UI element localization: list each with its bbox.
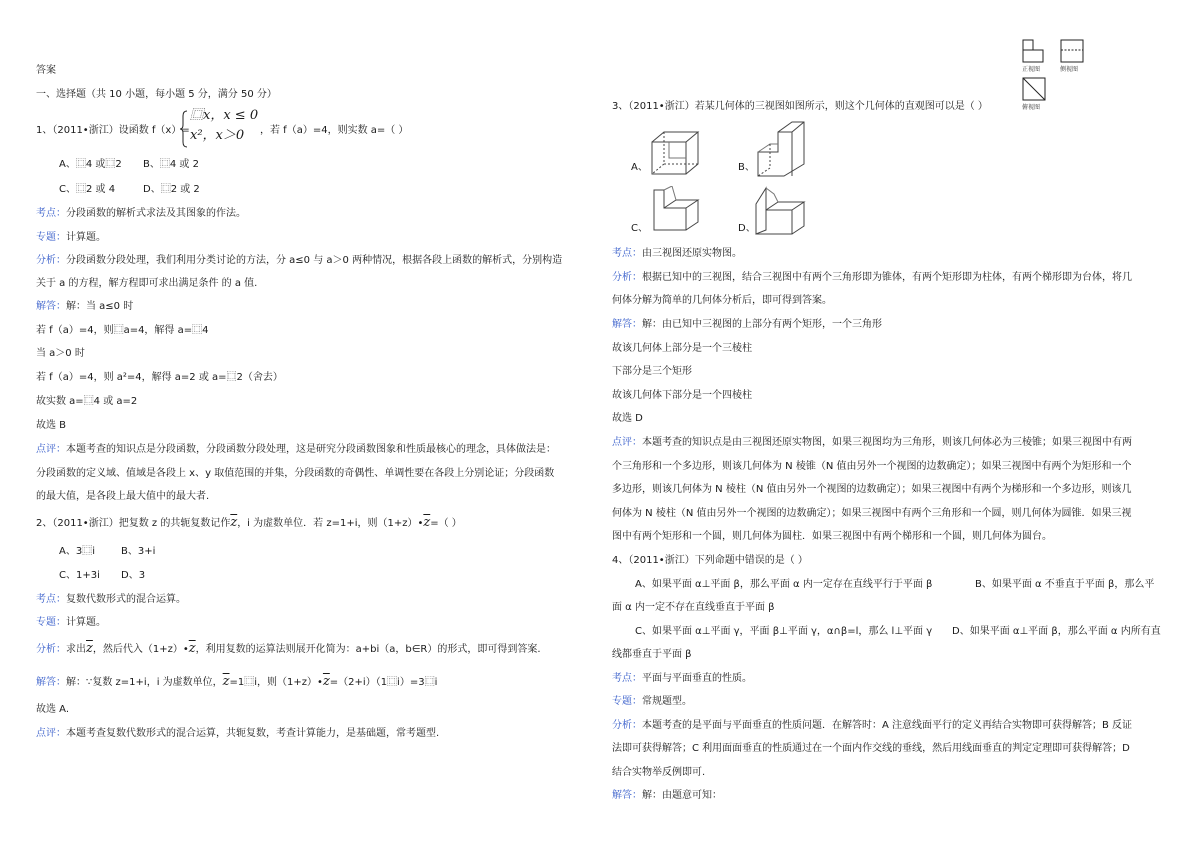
q2-option-c: C、1+3i xyxy=(59,570,100,581)
q4-jieda xyxy=(612,789,722,803)
jieda-text-a: 解：∵复数 z=1+i，i 为虚数单位， xyxy=(66,677,223,688)
kaodian-text: 复数代数形式的混合运算。 xyxy=(66,594,186,605)
q3-kaodian xyxy=(612,247,742,261)
q3-dianping xyxy=(612,436,1132,450)
q2-option-b: B、3+i xyxy=(121,546,156,557)
q3-option-d: D、 xyxy=(738,223,756,234)
tag-label: 点评： xyxy=(36,444,66,455)
zbar-symbol: $\overline{z}$ xyxy=(322,674,330,689)
q4-stem: 4、（2011•浙江）下列命题中错误的是（ ） xyxy=(612,555,808,566)
zbar-symbol: $\overline{z}$ xyxy=(86,641,93,656)
q4-fenxi-3: 结合实物举反例即可. xyxy=(612,767,706,778)
q2-stem-b: ，i 为虚数单位．若 z=1+i，则（1+z）• xyxy=(237,518,424,529)
q1-stem-a: 1、（2011•浙江）设函数 f（x）= xyxy=(36,125,190,136)
q1-dianping xyxy=(36,443,556,457)
q4-fenxi-2: 法即可获得解答；C 利用面面垂直的性质通过在一个面内作交线的垂线，然后用线面垂直的判定定理即可获得解答；D xyxy=(612,743,1130,754)
option-c-solid-icon xyxy=(646,186,702,236)
fenxi-text-a: 求出 xyxy=(66,644,86,655)
q1-kaodian xyxy=(36,207,246,221)
zhuanti-text: 计算题。 xyxy=(66,232,106,243)
q4-option-b: B、如果平面 α 不垂直于平面 β，那么平 xyxy=(975,579,1155,590)
q3-jieda-2: 故该几何体上部分是一个三棱柱 xyxy=(612,343,752,354)
q2-fenxi xyxy=(36,642,541,657)
q1-piece2: x²，x＞0 xyxy=(190,128,245,143)
q2-jieda-2: 故选 A. xyxy=(36,704,70,715)
tag-label: 解答： xyxy=(612,319,642,330)
q1-piece1: ⿴x，x ≤ 0 xyxy=(190,108,259,123)
front-view-icon xyxy=(1023,40,1043,62)
zhuanti-text: 常规题型。 xyxy=(642,696,692,707)
tag-label: 专题： xyxy=(612,696,642,707)
q3-fenxi-2: 何体分解为简单的几何体分析后，即可得到答案。 xyxy=(612,295,832,306)
q3-fenxi xyxy=(612,271,1132,285)
section-title: 一、选择题（共 10 小题，每小题 5 分，满分 50 分） xyxy=(36,89,277,100)
jieda-text: 解：由已知中三视图的上部分有两个矩形，一个三角形 xyxy=(642,319,882,330)
q4-option-a: A、如果平面 α⊥平面 β，那么平面 α 内一定存在直线平行于平面 β xyxy=(635,579,933,590)
tag-label: 解答： xyxy=(612,790,642,801)
fenxi-text-b: ，然后代入（1+z）• xyxy=(92,644,189,655)
q1-jieda-2: 若 f（a）=4，则⿴a=4，解得 a=⿴4 xyxy=(36,325,209,336)
q1-stem-b: ，若 f（a）=4，则实数 a=（ ） xyxy=(260,125,409,136)
q2-zhuanti xyxy=(36,616,106,630)
q3-dianping-5: 图中有两个矩形和一个圆，则几何体为圆柱．如果三视图中有两个梯形和一个圆，则几何体为圆台。 xyxy=(612,531,1052,542)
jieda-text-b: =1⿴i，则（1+z）• xyxy=(229,677,323,688)
kaodian-text: 由三视图还原实物图。 xyxy=(642,248,742,259)
front-view-label: 正视图 xyxy=(1022,66,1041,73)
option-d-solid-icon xyxy=(752,184,808,238)
q2-option-a: A、3⿴i xyxy=(59,546,95,557)
q3-dianping-2: 个三角形和一个多边形，则该几何体为 N 棱锥（N 值由另外一个视图的边数确定）；如果三视图中有两个为矩形和一个 xyxy=(612,461,1132,472)
q4-option-c: C、如果平面 α⊥平面 γ，平面 β⊥平面 γ，α∩β=l，那么 l⊥平面 γ xyxy=(635,626,933,637)
q1-option-c: C、⿴2 或 4 xyxy=(59,184,116,195)
q1-jieda-5: 故实数 a=⿴4 或 a=2 xyxy=(36,396,138,407)
zbar-symbol: $\overline{z}$ xyxy=(423,515,431,530)
tag-label: 专题： xyxy=(36,232,66,243)
q1-dianping-2: 分段函数的定义域、值域是各段上 x、y 取值范围的并集，分段函数的奇偶性、单调性要在各段上分别论证；分段函数 xyxy=(36,468,555,479)
tag-label: 分析： xyxy=(36,644,66,655)
zbar-symbol: $\overline{z}$ xyxy=(230,515,238,530)
dianping-text: 本题考查复数代数形式的混合运算，共轭复数，考查计算能力，是基础题，常考题型. xyxy=(66,728,440,739)
q2-stem xyxy=(36,516,462,531)
tag-label: 考点： xyxy=(612,248,642,259)
kaodian-text: 平面与平面垂直的性质。 xyxy=(642,673,752,684)
fenxi-text: 分段函数分段处理，我们利用分类讨论的方法，分 a≤0 与 a＞0 两种情况，根据各段上函数的解析式，分别构造 xyxy=(66,255,563,266)
tag-label: 考点： xyxy=(36,594,66,605)
q4-option-d: D、如果平面 α⊥平面 β，那么平面 α 内所有直 xyxy=(952,626,1161,637)
q1-option-a: A、⿴4 或⿴2 xyxy=(59,159,122,170)
q2-kaodian xyxy=(36,593,186,607)
tag-label: 考点： xyxy=(612,673,642,684)
q1-dianping-3: 的最大值，是各段上最大值中的最大者. xyxy=(36,491,210,502)
jieda-text-c: =（2+i）（1⿴i）=3⿴i xyxy=(329,677,438,688)
dianping-text: 本题考查的知识点是由三视图还原实物图，如果三视图均为三角形，则该几何体必为三棱锥；如果三视图中有两 xyxy=(642,437,1132,448)
tag-label: 解答： xyxy=(36,301,66,312)
tag-label: 点评： xyxy=(612,437,642,448)
dianping-text: 本题考查的知识点是分段函数，分段函数分段处理，这是研究分段函数图象和性质最核心的理念，具体做法是： xyxy=(66,444,556,455)
q1-jieda-4: 若 f（a）=4，则 a²=4，解得 a=2 或 a=⿴2（舍去） xyxy=(36,372,283,383)
q3-stem: 3、（2011•浙江）若某几何体的三视图如图所示，则这个几何体的直观图可以是（ ） xyxy=(612,101,988,112)
q2-jieda xyxy=(36,675,437,690)
q1-jieda-3: 当 a＞0 时 xyxy=(36,348,85,359)
q3-option-b: B、 xyxy=(738,162,755,173)
option-b-solid-icon xyxy=(754,118,810,182)
q3-dianping-4: 何体为 N 棱柱（N 值由另外一个视图的边数确定）；如果三视图中有两个三角形和一个圆，则几何体为圆锥．如果三视 xyxy=(612,508,1132,519)
side-view-label: 侧视图 xyxy=(1060,66,1079,73)
q4-zhuanti xyxy=(612,695,692,709)
tag-label: 点评： xyxy=(36,728,66,739)
tag-label: 专题： xyxy=(36,617,66,628)
q2-option-d: D、3 xyxy=(121,570,146,581)
tag-label: 分析： xyxy=(612,720,642,731)
q4-kaodian xyxy=(612,672,752,686)
q1-jieda xyxy=(36,300,133,314)
fenxi-text: 本题考查的是平面与平面垂直的性质问题．在解答时：A 注意线面平行的定义再结合实物即可获得解答；B 反证 xyxy=(642,720,1133,731)
q4-option-b-2: 面 α 内一定不存在直线垂直于平面 β xyxy=(612,602,775,613)
q2-dianping xyxy=(36,727,439,741)
q3-option-a: A、 xyxy=(631,162,648,173)
q1-fenxi xyxy=(36,254,562,268)
q4-fenxi xyxy=(612,719,1132,733)
q1-jieda-6: 故选 B xyxy=(36,420,67,431)
top-view-icon xyxy=(1023,78,1045,100)
kaodian-text: 分段函数的解析式求法及其图象的作法。 xyxy=(66,208,246,219)
q2-stem-a: 2、（2011•浙江）把复数 z 的共轭复数记作 xyxy=(36,518,231,529)
q3-jieda-3: 下部分是三个矩形 xyxy=(612,366,692,377)
q1-zhuanti xyxy=(36,231,106,245)
option-a-solid-icon xyxy=(646,124,708,180)
q3-jieda-4: 故该几何体下部分是一个四棱柱 xyxy=(612,390,752,401)
three-view-figure xyxy=(1020,38,1090,112)
brace-icon xyxy=(180,110,188,148)
q4-option-d-2: 线都垂直于平面 β xyxy=(612,649,692,660)
fenxi-text-c: ，利用复数的运算法则展开化简为：a+bi（a，b∈R）的形式，即可得到答案. xyxy=(195,644,541,655)
top-view-label: 俯视图 xyxy=(1022,104,1041,111)
jieda-text: 解：当 a≤0 时 xyxy=(66,301,134,312)
tag-label: 解答： xyxy=(36,677,66,688)
q2-stem-c: =（ ） xyxy=(430,518,462,529)
side-view-icon xyxy=(1061,40,1083,62)
q1-option-b: B、⿴4 或 2 xyxy=(143,159,199,170)
fenxi-text: 根据已知中的三视图，结合三视图中有两个三角形即为锥体，有两个矩形即为柱体，有两个梯形即为台体，将几 xyxy=(642,272,1132,283)
tag-label: 分析： xyxy=(612,272,642,283)
q3-jieda xyxy=(612,318,882,332)
q3-dianping-3: 多边形，则该几何体为 N 棱柱（N 值由另外一个视图的边数确定）；如果三视图中有两个为梯形和一个多边形，则该几 xyxy=(612,484,1132,495)
zbar-symbol: $\overline{z}$ xyxy=(222,674,230,689)
zhuanti-text: 计算题。 xyxy=(66,617,106,628)
q1-fenxi-2: 关于 a 的方程，解方程即可求出满足条件 的 a 值. xyxy=(36,278,258,289)
heading: 答案 xyxy=(36,65,56,76)
tag-label: 分析： xyxy=(36,255,66,266)
q3-jieda-5: 故选 D xyxy=(612,413,643,424)
q3-option-c: C、 xyxy=(631,223,648,234)
zbar-symbol: $\overline{z}$ xyxy=(188,641,196,656)
jieda-text: 解：由题意可知： xyxy=(642,790,722,801)
q1-option-d: D、⿴2 或 2 xyxy=(143,184,200,195)
tag-label: 考点： xyxy=(36,208,66,219)
